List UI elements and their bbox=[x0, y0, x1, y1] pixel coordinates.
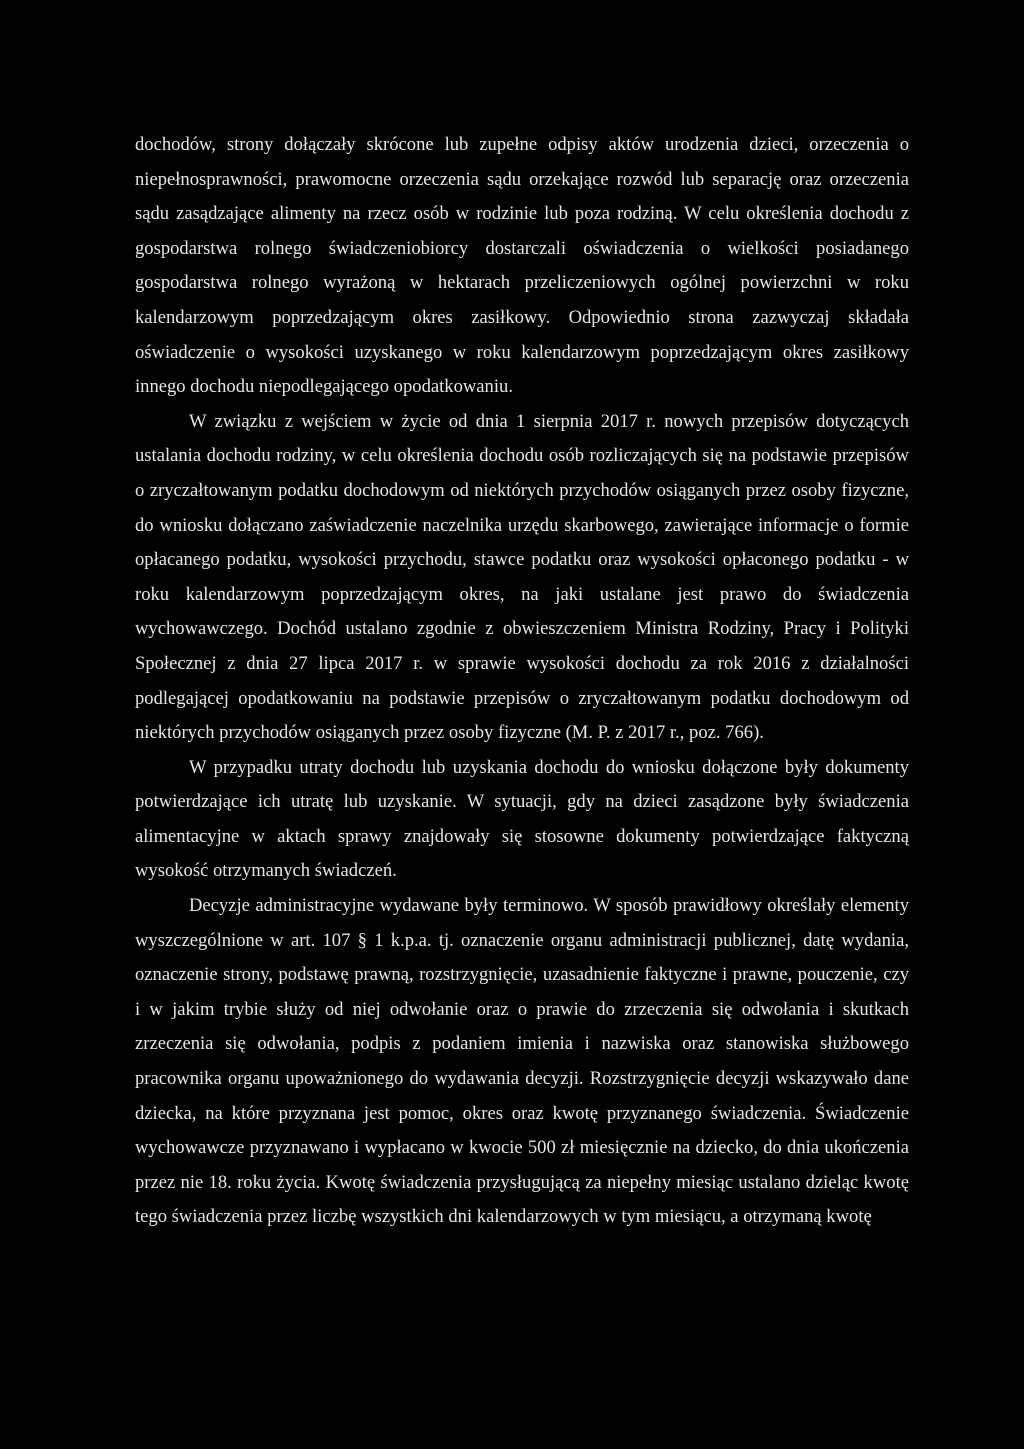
paragraph-income-loss: W przypadku utraty dochodu lub uzyskania dochodu do wniosku dołączone były dokumenty potwierdzające ich utratę lub uzyskanie. W sytuacji, gdy na dzieci zasądzone były świadczenia alimentacyjne w aktach sprawy znajdowały się stosowne dokumenty potwierdzające faktyczną wysokość otrzymanych świadczeń. bbox=[135, 756, 909, 882]
document-page bbox=[135, 128, 909, 1235]
paragraph-administrative-decisions: Decyzje administracyjne wydawane były terminowo. W sposób prawidłowy określały elementy wyszczególnione w art. 107 § 1 k.p.a. tj. oznaczenie organu administracji publicznej, datę wydania, oznaczenie strony, podstawę prawną, rozstrzygnięcie, uzasadnienie faktyczne i prawne, pouczenie, czy i w jakim trybie służy od niej odwołanie oraz o prawie do zrzeczenia się odwołania i skutkach zrzeczenia się odwołania, podpis z podaniem imienia i nazwiska oraz stanowiska służbowego pracownika organu upoważnionego do wydawania decyzji. Rozstrzygnięcie decyzji wskazywało dane dziecka, na które przyznana jest pomoc, okres oraz kwotę przyznanego świadczenia. Świadczenie wychowawcze przyznawano i wypłacano w kwocie 500 zł miesięcznie na dziecko, do dnia ukończenia przez nie 18. roku życia. Kwotę świadczenia przysługującą za niepełny miesiąc ustalano dzieląc kwotę tego świadczenia przez liczbę wszystkich dni kalendarzowych w tym miesiącu, a otrzymaną kwotę bbox=[135, 895, 909, 1228]
paragraph-income-documents: dochodów, strony dołączały skrócone lub zupełne odpisy aktów urodzenia dzieci, orzeczenia o niepełnosprawności, prawomocne orzeczenia sądu orzekające rozwód lub separację oraz orzeczenia sądu zasądzające alimenty na rzecz osób w rodzinie lub poza rodziną. W celu określenia dochodu z gospodarstwa rolnego świadczeniobiorcy dostarczali oświadczenia o wielkości posiadanego gospodarstwa rolnego wyrażoną w hektarach przeliczeniowych ogólnej powierzchni w roku kalendarzowym poprzedzającym okres zasiłkowy. Odpowiednio strona zazwyczaj składała oświadczenie o wysokości uzyskanego w roku kalendarzowym poprzedzającym okres zasiłkowy innego dochodu niepodlegającego opodatkowaniu. bbox=[135, 134, 909, 398]
paragraph-new-regulations: W związku z wejściem w życie od dnia 1 sierpnia 2017 r. nowych przepisów dotyczących ustalania dochodu rodziny, w celu określenia dochodu osób rozliczających się na podstawie przepisów o zryczałtowanym podatku dochodowym od niektórych przychodów osiąganych przez osoby fizyczne, do wniosku dołączano zaświadczenie naczelnika urzędu skarbowego, zawierające informacje o formie opłacanego podatku, wysokości przychodu, stawce podatku oraz wysokości opłaconego podatku - w roku kalendarzowym poprzedzającym okres, na jaki ustalane jest prawo do świadczenia wychowawczego. Dochód ustalano zgodnie z obwieszczeniem Ministra Rodziny, Pracy i Polityki Społecznej z dnia 27 lipca 2017 r. w sprawie wysokości dochodu za rok 2016 z działalności podlegającej opodatkowaniu na podstawie przepisów o zryczałtowanym podatku dochodowym od niektórych przychodów osiąganych przez osoby fizyczne (M. P. z 2017 r., poz. 766). bbox=[135, 410, 909, 744]
